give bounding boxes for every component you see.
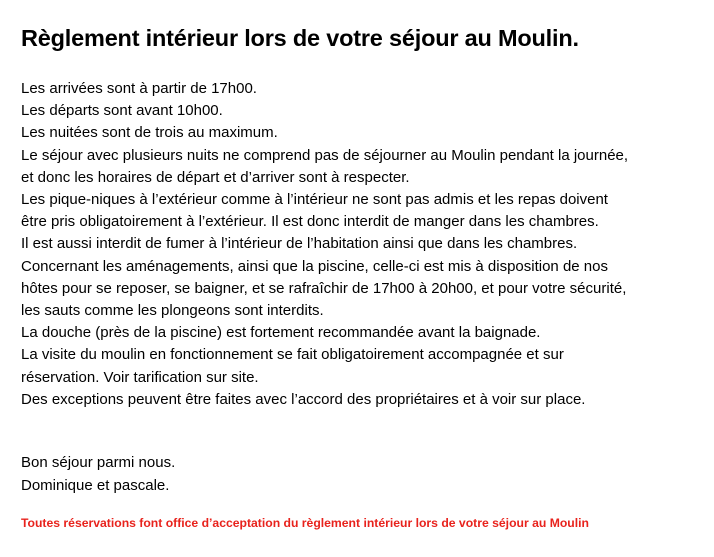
rule-line: Les nuitées sont de trois au maximum.: [21, 124, 278, 142]
closing-signature: [21, 452, 175, 497]
rule-line: Des exceptions peuvent être faites avec l’accord des propriétaires et à voir sur place.: [21, 390, 586, 408]
rule-line: La douche (près de la piscine) est fortement recommandée avant la baignade.: [21, 324, 541, 342]
rule-line: réservation. Voir tarification sur site.: [21, 368, 259, 386]
rules-list: [21, 78, 707, 411]
footer-note: Toutes réservations font office d’acceptation du règlement intérieur lors de votre séjour au Moulin: [21, 516, 589, 530]
rule-line: La visite du moulin en fonctionnement se fait obligatoirement accompagnée et sur: [21, 346, 564, 364]
rule-line: les sauts comme les plongeons sont interdits.: [21, 302, 324, 320]
rule-line: Il est aussi interdit de fumer à l’intérieur de l’habitation ainsi que dans les chambres.: [21, 235, 578, 253]
page-title: Règlement intérieur lors de votre séjour au Moulin.: [21, 25, 579, 51]
closing-greeting: Bon séjour parmi nous.: [21, 454, 176, 471]
rule-line: Les arrivées sont à partir de 17h00.: [21, 80, 257, 97]
rule-line: hôtes pour se reposer, se baigner, et se rafraîchir de 17h00 à 20h00, et pour votre sécurité,: [21, 279, 627, 297]
rule-line: Concernant les aménagements, ainsi que la piscine, celle-ci est mis à disposition de nos: [21, 257, 608, 275]
rule-line: être pris obligatoirement à l’extérieur. Il est donc interdit de manger dans les chambres.: [21, 213, 599, 231]
rule-line: Le séjour avec plusieurs nuits ne comprend pas de séjourner au Moulin pendant la journée,: [21, 146, 629, 164]
rule-line: Les pique-niques à l’extérieur comme à l’intérieur ne sont pas admis et les repas doivent: [21, 191, 608, 209]
rule-line: et donc les horaires de départ et d’arriver sont à respecter.: [21, 168, 410, 186]
closing-signature-names: Dominique et pascale.: [21, 476, 170, 494]
document-header: [21, 22, 707, 54]
rule-line: Les départs sont avant 10h00.: [21, 102, 223, 120]
